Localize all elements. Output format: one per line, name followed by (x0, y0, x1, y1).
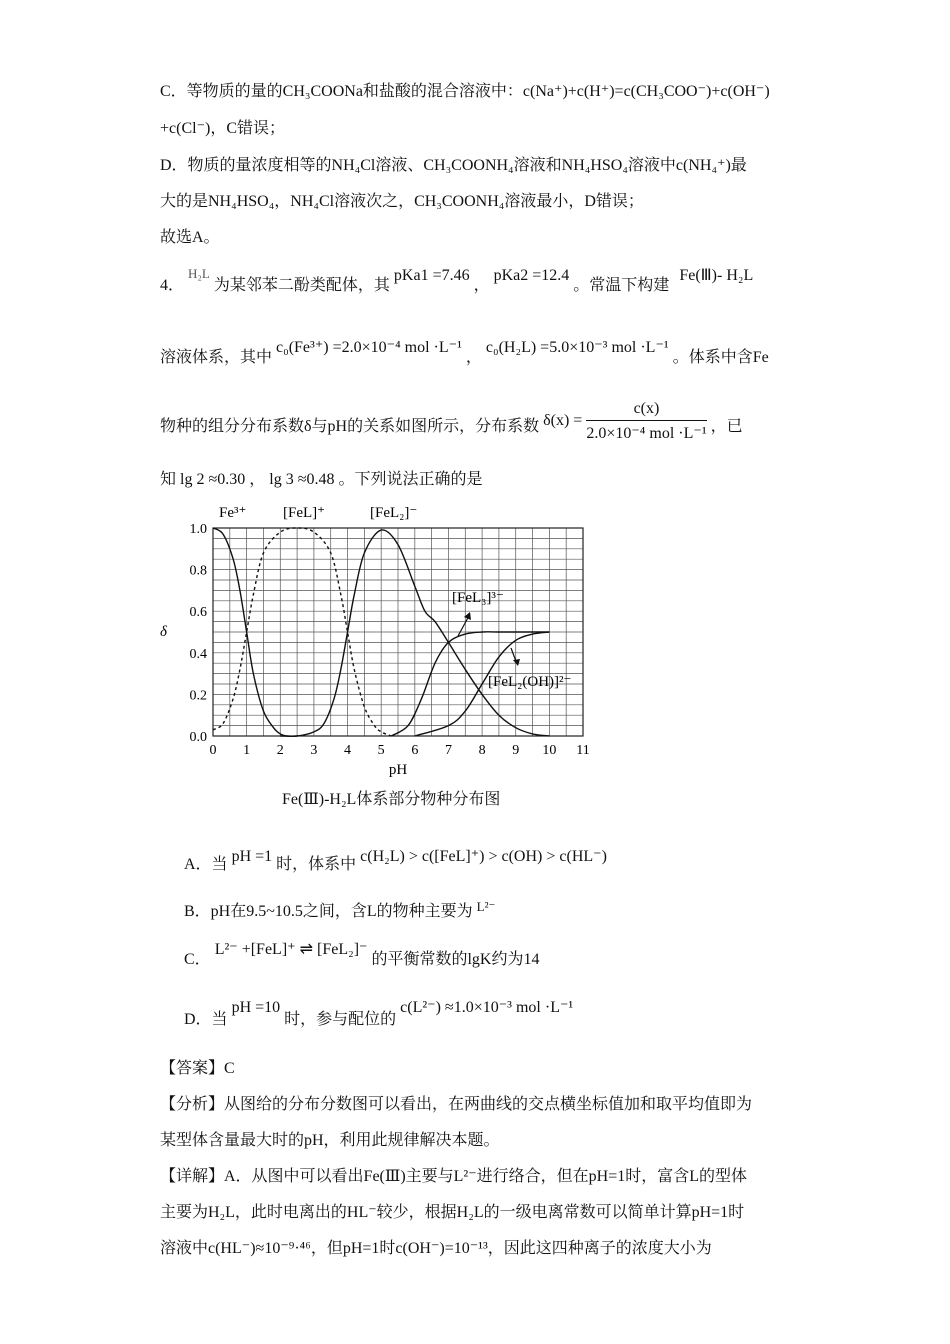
distribution-chart (150, 498, 600, 788)
detail-line2: 主要为H₂L，此时电离出的HL⁻较少，根据H₂L的一级电离常数可以简单计算pH=1时 (160, 1204, 745, 1221)
detail-line1: 【详解】A．从图中可以看出Fe(Ⅲ)主要与L²⁻进行络合，但在pH=1时，富含L的型体 (160, 1168, 748, 1185)
option-a-ph: pH =1 (231, 848, 273, 865)
y-tick-label: 1.0 (189, 522, 207, 537)
x-tick-label: 10 (542, 743, 557, 758)
x-tick-label: 7 (444, 743, 452, 758)
analysis-line2: 某型体含量最大时的pH，利用此规律解决本题。 (160, 1132, 500, 1149)
q-c0h2l: c₀(H₂L) =5.0×10⁻³ mol ·L⁻¹ (485, 339, 669, 356)
species-label: Fe³⁺ (219, 505, 247, 521)
option-d (184, 994, 574, 1028)
answer-line: 【答案】C (160, 1060, 235, 1077)
x-tick-label: 5 (377, 743, 385, 758)
q-text8: 。下列说法正确的是 (338, 471, 483, 488)
q-delta: δ(x) = (543, 412, 583, 430)
question4-line2 (160, 334, 769, 366)
chart-axes (160, 522, 590, 778)
y-tick-label: 0.8 (189, 563, 207, 579)
species-label: [FeL₂]⁻ (370, 505, 418, 521)
question4-line3 (160, 400, 743, 449)
x-tick-label: 6 (411, 743, 419, 758)
x-tick-label: 9 (512, 743, 520, 758)
line-choose: 故选A。 (160, 229, 220, 246)
option-b-text: B．pH在9.5~10.5之间，含L的物种主要为 (184, 903, 473, 920)
q-text3: 溶液体系，其中 (160, 349, 273, 366)
x-tick-label: 4 (344, 743, 352, 758)
x-tick-label: 0 (209, 743, 217, 758)
q-pka1: pKa1 =7.46 (393, 267, 470, 284)
option-d-expr: c(L²⁻) ≈1.0×10⁻³ mol ·L⁻¹ (400, 999, 574, 1016)
line-d1: D．物质的量浓度相等的NH₄Cl溶液、CH₃COONH₄溶液和NH₄HSO₄溶液中c(NH₄⁺)最 (160, 157, 747, 174)
y-tick-label: 0.0 (189, 730, 207, 745)
q-fraction (586, 400, 706, 443)
analysis-line1: 【分析】从图给的分布分数图可以看出，在两曲线的交点横坐标值加和取平均值即为 (160, 1096, 753, 1113)
x-axis-label: pH (388, 762, 408, 778)
x-tick-label: 11 (576, 743, 590, 758)
q-text7: 知 (160, 471, 177, 488)
q-text6: ，已 (710, 418, 743, 436)
q-frac-num: c(x) (586, 400, 706, 421)
q-comma: ， (473, 277, 490, 294)
question4-line4 (160, 466, 483, 489)
q-frac-den: 2.0×10⁻⁴ mol ·L⁻¹ (586, 425, 707, 442)
q-text5: 物种的组分分布系数δ与pH的关系如图所示，分布系数 (160, 418, 540, 436)
chart-labels (219, 505, 571, 690)
option-c-text: 的平衡常数的lgK约为14 (371, 951, 540, 968)
x-tick-label: 8 (478, 743, 486, 758)
option-b (184, 898, 495, 921)
q-text1: 为某邻苯二酚类配体，其 (213, 277, 390, 294)
option-d-mid: 时，参与配位的 (284, 1011, 397, 1028)
option-a (184, 843, 607, 873)
option-a-mid: 时，体系中 (276, 856, 357, 873)
q-text4: 。体系中含Fe (672, 349, 769, 366)
species-label: [FeL₂(OH)]²⁻ (488, 674, 572, 690)
q-lg3: lg 3 ≈0.48 (269, 471, 335, 488)
q-c0fe: c₀(Fe³⁺) =2.0×10⁻⁴ mol ·L⁻¹ (276, 339, 462, 356)
x-tick-label: 1 (243, 743, 251, 758)
option-c (184, 936, 540, 968)
y-tick-label: 0.2 (189, 688, 207, 704)
y-tick-label: 0.6 (189, 605, 207, 621)
option-b-species: L²⁻ (476, 899, 496, 914)
detail-line3: 溶液中c(HL⁻)≈10⁻⁹·⁴⁶，但pH=1时c(OH⁻)=10⁻¹³，因此这四种离子的浓度大小为 (160, 1240, 712, 1257)
line-c1: C．等物质的量的CH₃COONa和盐酸的混合溶液中：c(Na⁺)+c(H⁺)=c(CH₃COO⁻)+c(OH⁻) (160, 83, 770, 100)
arrowhead-fel2oh (513, 659, 520, 666)
y-axis-label: δ (160, 624, 167, 640)
line-c2: +c(Cl⁻)，C错误； (160, 120, 286, 137)
q-system: Fe(Ⅲ)- H₂L (679, 267, 754, 284)
line-d2: 大的是NH₄HSO₄，NH₄Cl溶液次之，CH₃COONH₄溶液最小，D错误； (160, 193, 644, 210)
q-pka2: pKa2 =12.4 (493, 267, 570, 284)
species-label: [FeL]⁺ (283, 505, 326, 521)
x-tick-label: 2 (276, 743, 284, 758)
option-d-prefix: D．当 (184, 1011, 228, 1028)
option-a-prefix: A．当 (184, 856, 228, 873)
option-a-expr: c(H₂L) > c([FeL]⁺) > c(OH) > c(HL⁻) (360, 848, 607, 865)
option-c-prefix: C． (184, 951, 211, 968)
q-comma2: ， (465, 349, 482, 366)
q-ligand: H₂L (188, 266, 210, 281)
q-number: 4． (160, 277, 185, 294)
q-text2: 。常温下构建 (573, 277, 670, 294)
species-label: [FeL₃]³⁻ (452, 590, 504, 606)
x-tick-label: 3 (310, 743, 318, 758)
q-lg2: lg 2 ≈0.30 (180, 471, 246, 488)
question4-line1 (160, 262, 754, 294)
option-c-eq: L²⁻ +[FeL]⁺ ⇌ [FeL₂]⁻ (214, 941, 368, 958)
option-d-ph: pH =10 (231, 999, 281, 1016)
figure-caption: Fe(Ⅲ)-H₂L体系部分物种分布图 (282, 791, 501, 808)
y-tick-label: 0.4 (189, 646, 207, 662)
q-comma3: ， (249, 471, 266, 488)
